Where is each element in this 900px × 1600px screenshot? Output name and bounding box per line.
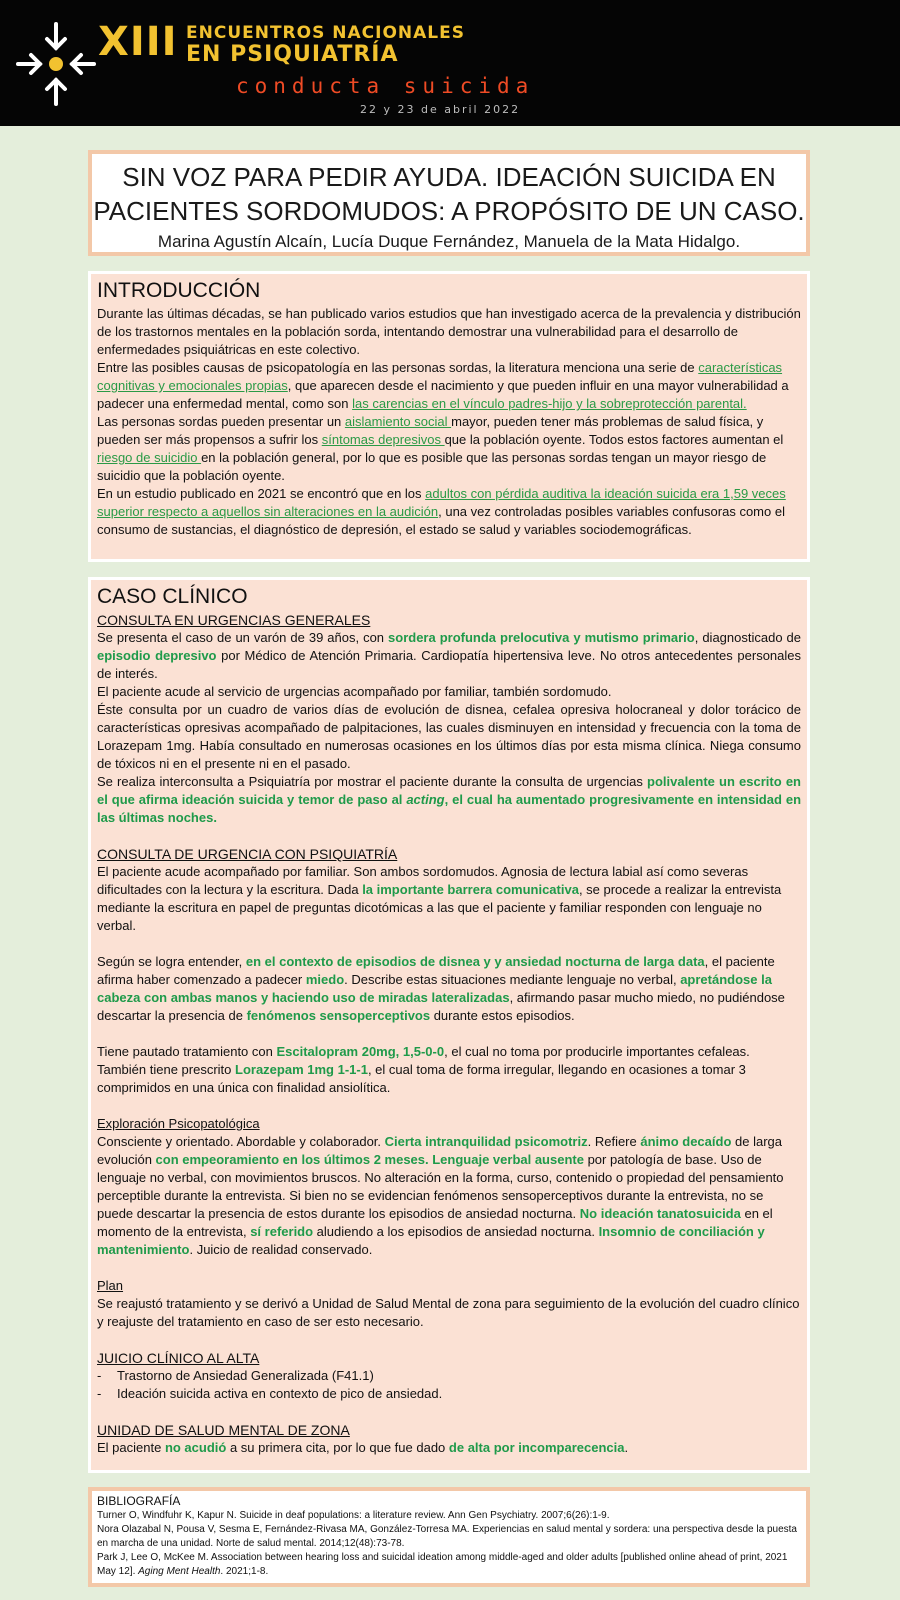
text-run: . Refiere <box>587 1134 641 1149</box>
text-run: mayor, pueden tener más problemas de salud física, y pueden ser más propensos a sufrir los <box>97 414 764 447</box>
highlight: fenómenos sensoperceptivos <box>246 1008 431 1023</box>
intro-link-depressive[interactable]: síntomas depresivos <box>321 432 445 447</box>
text-run: , una vez controladas posibles variables confusoras como el consumo de sustancias, el diagnóstico de depresión, el estado se salud y variables sociodemográficas. <box>97 504 785 537</box>
clinical-case-section <box>88 577 810 1473</box>
highlight: No ideación tanatosuicida <box>579 1206 741 1221</box>
reference-item <box>97 1551 801 1579</box>
text-run: Se realiza interconsulta a Psiquiatría por mostrar el paciente durante la consulta de urgencias <box>97 774 647 789</box>
text-run: , el cual toma de forma irregular, llegando en ocasiones a tomar 3 comprimidos en una única con finalidad ansiolítica. <box>97 1062 746 1095</box>
intro-link-isolation[interactable]: aislamiento social <box>344 414 452 429</box>
highlight: ánimo decaído <box>640 1134 732 1149</box>
case-paragraph-symptoms: Éste consulta por un cuadro de varios días de evolución de disnea, cefalea opresiva holocraneal y dolor torácico de características opresivas acompañado de palpitaciones, las cuales disminuyen en intensidad y frecuencia con la toma de Lorazepam 1mg. Había consultado en numerosas ocasiones en los últimos días por esta misma clínica. Niega consumo de tóxicos ni en el presente ni en el pasado. <box>97 702 801 771</box>
case-paragraph-exploration <box>97 1133 801 1259</box>
case-paragraph-plan: Se reajustó tratamiento y se derivó a Unidad de Salud Mental de zona para seguimiento de la evolución del cuadro clínico y reajuste del tratamiento en caso de ser esto necesario. <box>97 1296 800 1329</box>
intro-link-cognitive[interactable]: características cognitivas y emocionales propias <box>97 360 783 393</box>
text-run: Consciente y orientado. Abordable y colaborador. <box>97 1134 385 1149</box>
poster-title-box <box>88 150 810 256</box>
diagnosis-item <box>97 1367 801 1385</box>
bullet-dash: - <box>97 1386 102 1401</box>
highlight: con empeoramiento en los últimos 2 meses. Lenguaje verbal ausente <box>155 1152 584 1167</box>
text-run: . Describe estas situaciones mediante lenguaje no verbal, <box>344 972 681 987</box>
psychiatry-er-subheading: CONSULTA DE URGENCIA CON PSIQUIATRÍA <box>97 846 398 862</box>
highlight: sordera profunda prelocutiva y mutismo primario <box>388 630 695 645</box>
case-paragraph-interview <box>97 863 801 935</box>
highlight: Escitalopram 20mg, 1,5-0-0 <box>276 1044 445 1059</box>
header-banner <box>0 0 900 126</box>
general-er-subheading: CONSULTA EN URGENCIAS GENERALES <box>97 612 371 628</box>
intro-link-parental[interactable]: las carencias en el vínculo padres-hijo y la sobreprotección parental. <box>352 396 747 411</box>
highlight: miedo <box>305 972 345 987</box>
text-run: , se procede a realizar la entrevista mediante la escritura en papel de preguntas dicotómicas a las que el paciente y familiar responden con lenguaje no verbal. <box>97 882 782 933</box>
highlight: sí referido <box>250 1224 314 1239</box>
congress-title-line1: ENCUENTROS NACIONALES <box>186 23 465 43</box>
diagnosis-text: Ideación suicida activa en contexto de pico de ansiedad. <box>117 1386 443 1401</box>
reference-item: Nora Olazabal N, Pousa V, Sesma E, Fernández-Rivasa MA, González-Torresa MA. Experiencias en salud mental y sordera: una perspectiva desde la puesta en marcha de una unidad. Norte de salud mental. 2014;12(48):73-78. <box>97 1524 797 1549</box>
text-run: . <box>624 1440 629 1455</box>
text-run: , el paciente afirma haber comenzado a padecer <box>97 954 775 987</box>
highlight: en el contexto de episodios de disnea y y ansiedad nocturna de larga data <box>245 954 705 969</box>
congress-tagline: conducta suicida <box>236 74 535 98</box>
poster-title <box>92 160 806 228</box>
highlight: Cierta intranquilidad psicomotriz <box>384 1134 588 1149</box>
poster-title-line1: SIN VOZ PARA PEDIR AYUDA. IDEACIÓN SUICIDA EN <box>122 162 776 192</box>
text-run: El paciente <box>97 1440 165 1455</box>
case-paragraph-presentation <box>97 629 801 683</box>
highlight: episodio depresivo <box>97 648 217 663</box>
intro-paragraph-2 <box>97 359 801 413</box>
highlight: Lorazepam 1mg 1-1-1 <box>235 1062 368 1077</box>
psychopathology-subheading: Exploración Psicopatológica <box>97 1116 260 1131</box>
edition-numeral: XIII <box>98 19 178 65</box>
text-run: Entre las posibles causas de psicopatología en las personas sordas, la literatura menciona una serie de <box>97 360 699 375</box>
reference-item: Turner O, Windfuhr K, Kapur N. Suicide in deaf populations: a literature review. Ann Gen Psychiatry. 2007;6(26):1-9. <box>97 1510 610 1521</box>
text-run: El paciente acude acompañado por familiar. Son ambos sordomudos. Agnosia de lectura labial así como severas dificultades con la lectura y la escritura. Dada <box>97 864 749 897</box>
intro-link-suicide-risk[interactable]: riesgo de suicidio <box>97 450 202 465</box>
text-run: que la población oyente. Todos estos factores aumentan el <box>444 432 784 447</box>
text-run: en la población general, por lo que es posible que las personas sordas tengan un mayor riesgo de suicidio que la población oyente. <box>97 450 767 483</box>
text-run: durante estos episodios. <box>430 1008 575 1023</box>
intro-link-hearing-loss[interactable]: adultos con pérdida auditiva la ideación suicida era 1,59 veces superior respecto a aquellos sin alteraciones en la audición <box>97 486 786 519</box>
intro-paragraph-1: Durante las últimas décadas, se han publicado varios estudios que han investigado acerca de la prevalencia y distribución de los trastornos mentales en la población sorda, intentando demostrar una vulnerabilidad para el desarrollo de enfermedades psiquiátricas en este colectivo. <box>97 306 801 357</box>
highlight: la importante barrera comunicativa <box>362 882 579 897</box>
case-paragraph-treatment <box>97 1043 801 1097</box>
text-run: . 2021;1-8. <box>220 1566 269 1577</box>
text-run: En un estudio publicado en 2021 se encontró que en los <box>97 486 426 501</box>
highlight: polivalente un escrito en el que afirma ideación suicida y temor de paso al <box>97 774 801 807</box>
text-run: , el cual no toma por producirle importantes cefaleas. También tiene prescrito <box>97 1044 750 1077</box>
diagnosis-item <box>97 1385 801 1403</box>
congress-title-line2: EN PSIQUIATRÍA <box>186 42 399 67</box>
text-run: , que aparecen desde el nacimiento y que pueden influir en una mayor vulnerabilidad a padecer una enfermedad mental, como son <box>97 378 789 411</box>
text-run: por patología de base. Uso de lenguaje no verbal, con movimientos bruscos. No alteración en la forma, curso, contenido o propiedad del pensamiento perceptible durante la entrevista. Si bien no se evidencian fenómenos sensoperceptivos durante la entrevista, no se puede descartar la presencia de estos durante los episodios de ansiedad nocturna. <box>97 1152 784 1221</box>
text-run: Se presenta el caso de un varón de 39 años, con <box>97 630 389 645</box>
text-run: a su primera cita, por lo que fue dado <box>226 1440 449 1455</box>
text-run: Las personas sordas pueden presentar un <box>97 414 345 429</box>
highlight: , el cual ha aumentado progresivamente en intensidad en las últimas noches. <box>97 792 802 825</box>
bullet-dash: - <box>97 1368 102 1383</box>
introduction-heading: INTRODUCCIÓN <box>97 279 261 302</box>
text-run: Tiene pautado tratamiento con <box>97 1044 277 1059</box>
poster-title-line2: PACIENTES SORDOMUDOS: A PROPÓSITO DE UN CASO. <box>93 196 805 226</box>
diagnosis-text: Trastorno de Ansiedad Generalizada (F41.1) <box>117 1368 374 1383</box>
highlight: apretándose la cabeza con ambas manos y haciendo uso de miradas lateralizadas <box>97 972 772 1005</box>
clinical-case-heading: CASO CLÍNICO <box>97 585 248 608</box>
text-run: por Médico de Atención Primaria. Cardiopatía hipertensiva leve. No otros antecedentes personales de interés. <box>97 648 801 681</box>
intro-paragraph-4 <box>97 485 801 539</box>
highlight: acting <box>406 792 445 807</box>
text-run: de larga evolución <box>97 1134 782 1167</box>
plan-subheading: Plan <box>97 1278 124 1293</box>
discharge-diagnosis-subheading: JUICIO CLÍNICO AL ALTA <box>97 1350 260 1366</box>
text-run: Park J, Lee O, McKee M. Association between hearing loss and suicidal ideation among middle-aged and older adults [published online ahead of print, 2021 May 12]. <box>97 1552 788 1577</box>
intro-paragraph-3 <box>97 413 801 485</box>
text-run: Según se logra entender, <box>97 954 246 969</box>
text-run: , diagnosticado de <box>694 630 802 645</box>
text-run: en el momento de la entrevista, <box>97 1206 773 1239</box>
case-paragraph-companion: El paciente acude al servicio de urgencias acompañado por familiar, también sordomudo. <box>97 684 612 699</box>
text-run: . Juicio de realidad conservado. <box>189 1242 373 1257</box>
highlight: Insomnio de conciliación y mantenimiento <box>97 1224 765 1257</box>
text-run: aludiendo a los episodios de ansiedad nocturna. <box>313 1224 599 1239</box>
congress-logo-icon <box>16 20 96 106</box>
bibliography-heading: BIBLIOGRAFÍA <box>97 1494 181 1508</box>
highlight: no acudió <box>164 1440 227 1455</box>
poster-authors: Marina Agustín Alcaín, Lucía Duque Fernández, Manuela de la Mata Hidalgo. <box>157 232 741 251</box>
congress-dates: 22 y 23 de abril 2022 <box>360 103 521 116</box>
case-paragraph-referral <box>97 773 801 827</box>
case-paragraph-outcome <box>97 1439 801 1457</box>
bibliography-section <box>88 1487 810 1587</box>
text-run: , afirmando pasar mucho miedo, no pudiéndose descartar la presencia de <box>97 990 785 1023</box>
highlight: de alta por incomparecencia <box>448 1440 625 1455</box>
mental-health-unit-subheading: UNIDAD DE SALUD MENTAL DE ZONA <box>97 1422 350 1438</box>
journal-name: Aging Ment Health <box>138 1566 221 1577</box>
case-paragraph-fear <box>97 953 801 1025</box>
introduction-section <box>88 271 810 562</box>
